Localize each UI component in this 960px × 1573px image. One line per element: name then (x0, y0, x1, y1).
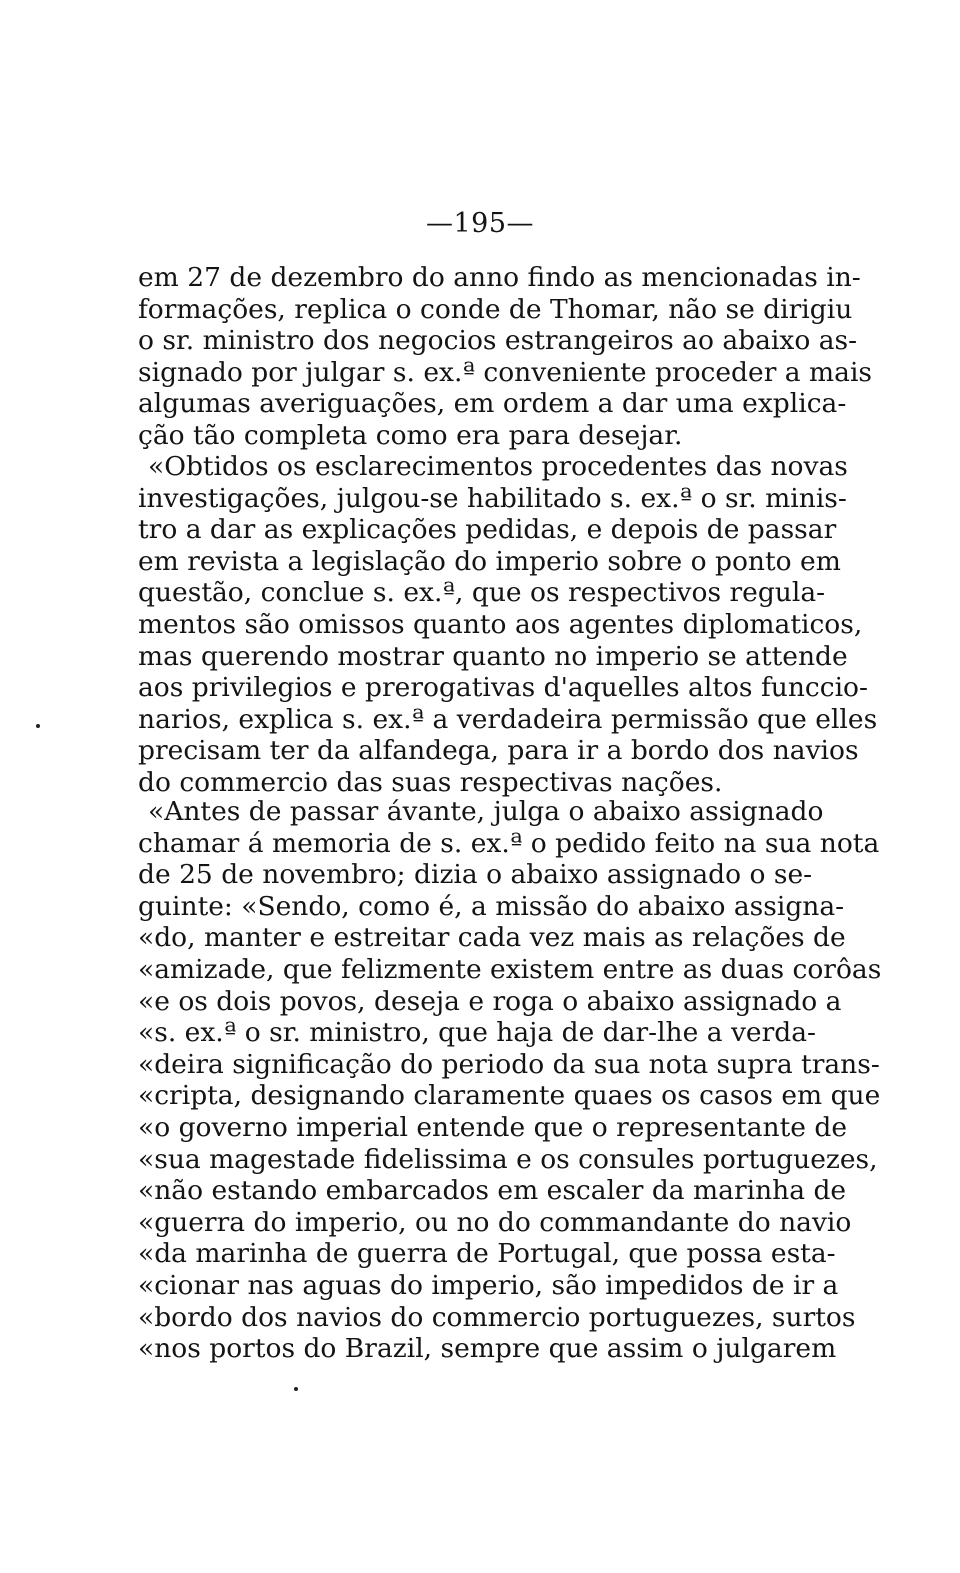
text-line: em 27 de dezembro do anno findo as mencionadas in- (138, 262, 861, 293)
text-line: investigações, julgou-se habilitado s. ex.ª o sr. minis- (138, 482, 847, 514)
text-line: «sua magestade fidelissima e os consules portuguezes, (138, 1143, 878, 1175)
text-line: «bordo dos navios do commercio portuguezes, surtos (138, 1301, 856, 1333)
text-line: guinte: «Sendo, como é, a missão do abaixo assigna- (138, 890, 845, 922)
text-line: «cripta, designando claramente quaes os casos em que (138, 1080, 881, 1112)
margin-speck (294, 1387, 298, 1391)
text-line: «o governo imperial entende que o representante de (138, 1111, 848, 1143)
text-line: «Obtidos os esclarecimentos procedentes das novas (148, 451, 848, 482)
text-line: formações, replica o conde de Thomar, não se dirigiu (138, 293, 853, 325)
text-line: «cionar nas aguas do imperio, são impedidos de ir a (138, 1269, 839, 1301)
text-line: «deira significação do periodo da sua nota supra trans- (138, 1048, 880, 1080)
text-line: algumas averiguações, em ordem a dar uma explica- (138, 388, 847, 420)
paragraph (138, 262, 873, 452)
margin-speck (36, 724, 40, 728)
text-line: o sr. ministro dos negocios estrangeiros ao abaixo as- (138, 325, 858, 357)
text-line: «da marinha de guerra de Portugal, que possa esta- (138, 1238, 836, 1270)
text-line: mas querendo mostrar quanto no imperio se attende (138, 640, 848, 672)
text-line: «nos portos do Brazil, sempre que assim o julgarem (138, 1333, 837, 1365)
text-line: signado por julgar s. ex.ª conveniente proceder a mais (138, 356, 873, 388)
text-line: «s. ex.ª o sr. ministro, que haja de dar-lhe a verda- (138, 1017, 816, 1049)
text-line: ção tão completa como era para desejar. (138, 419, 683, 451)
text-line: «amizade, que felizmente existem entre as duas corôas (138, 953, 882, 985)
text-line: de 25 de novembro; dizia o abaixo assignado o se- (138, 859, 813, 891)
text-line: tro a dar as explicações pedidas, e depois de passar (138, 514, 837, 546)
text-line: mentos são omissos quanto aos agentes diplomaticos, (138, 608, 863, 640)
text-line: «Antes de passar ávante, julga o abaixo assignado (148, 796, 824, 827)
text-line: «do, manter e estreitar cada vez mais as relações de (138, 922, 846, 954)
text-line: do commercio das suas respectivas nações. (138, 766, 723, 798)
text-line: aos privilegios e prerogativas d'aquelles altos funccio- (138, 672, 868, 704)
text-line: precisam ter da alfandega, para ir a bordo dos navios (138, 735, 859, 767)
text-line: questão, conclue s. ex.ª, que os respectivos regula- (138, 577, 826, 609)
paragraph (138, 796, 882, 1365)
text-line: «não estando embarcados em escaler da marinha de (138, 1175, 847, 1207)
text-line: chamar á memoria de s. ex.ª o pedido feito na sua nota (138, 827, 880, 859)
text-line: narios, explica s. ex.ª a verdadeira permissão que elles (138, 703, 878, 735)
page-number: —195— (425, 208, 535, 239)
paragraph (138, 451, 878, 799)
text-line: «e os dois povos, deseja e roga o abaixo assignado a (138, 985, 842, 1017)
text-line: «guerra do imperio, ou no do commandante do navio (138, 1206, 852, 1238)
text-line: em revista a legislação do imperio sobre o ponto em (138, 545, 841, 577)
